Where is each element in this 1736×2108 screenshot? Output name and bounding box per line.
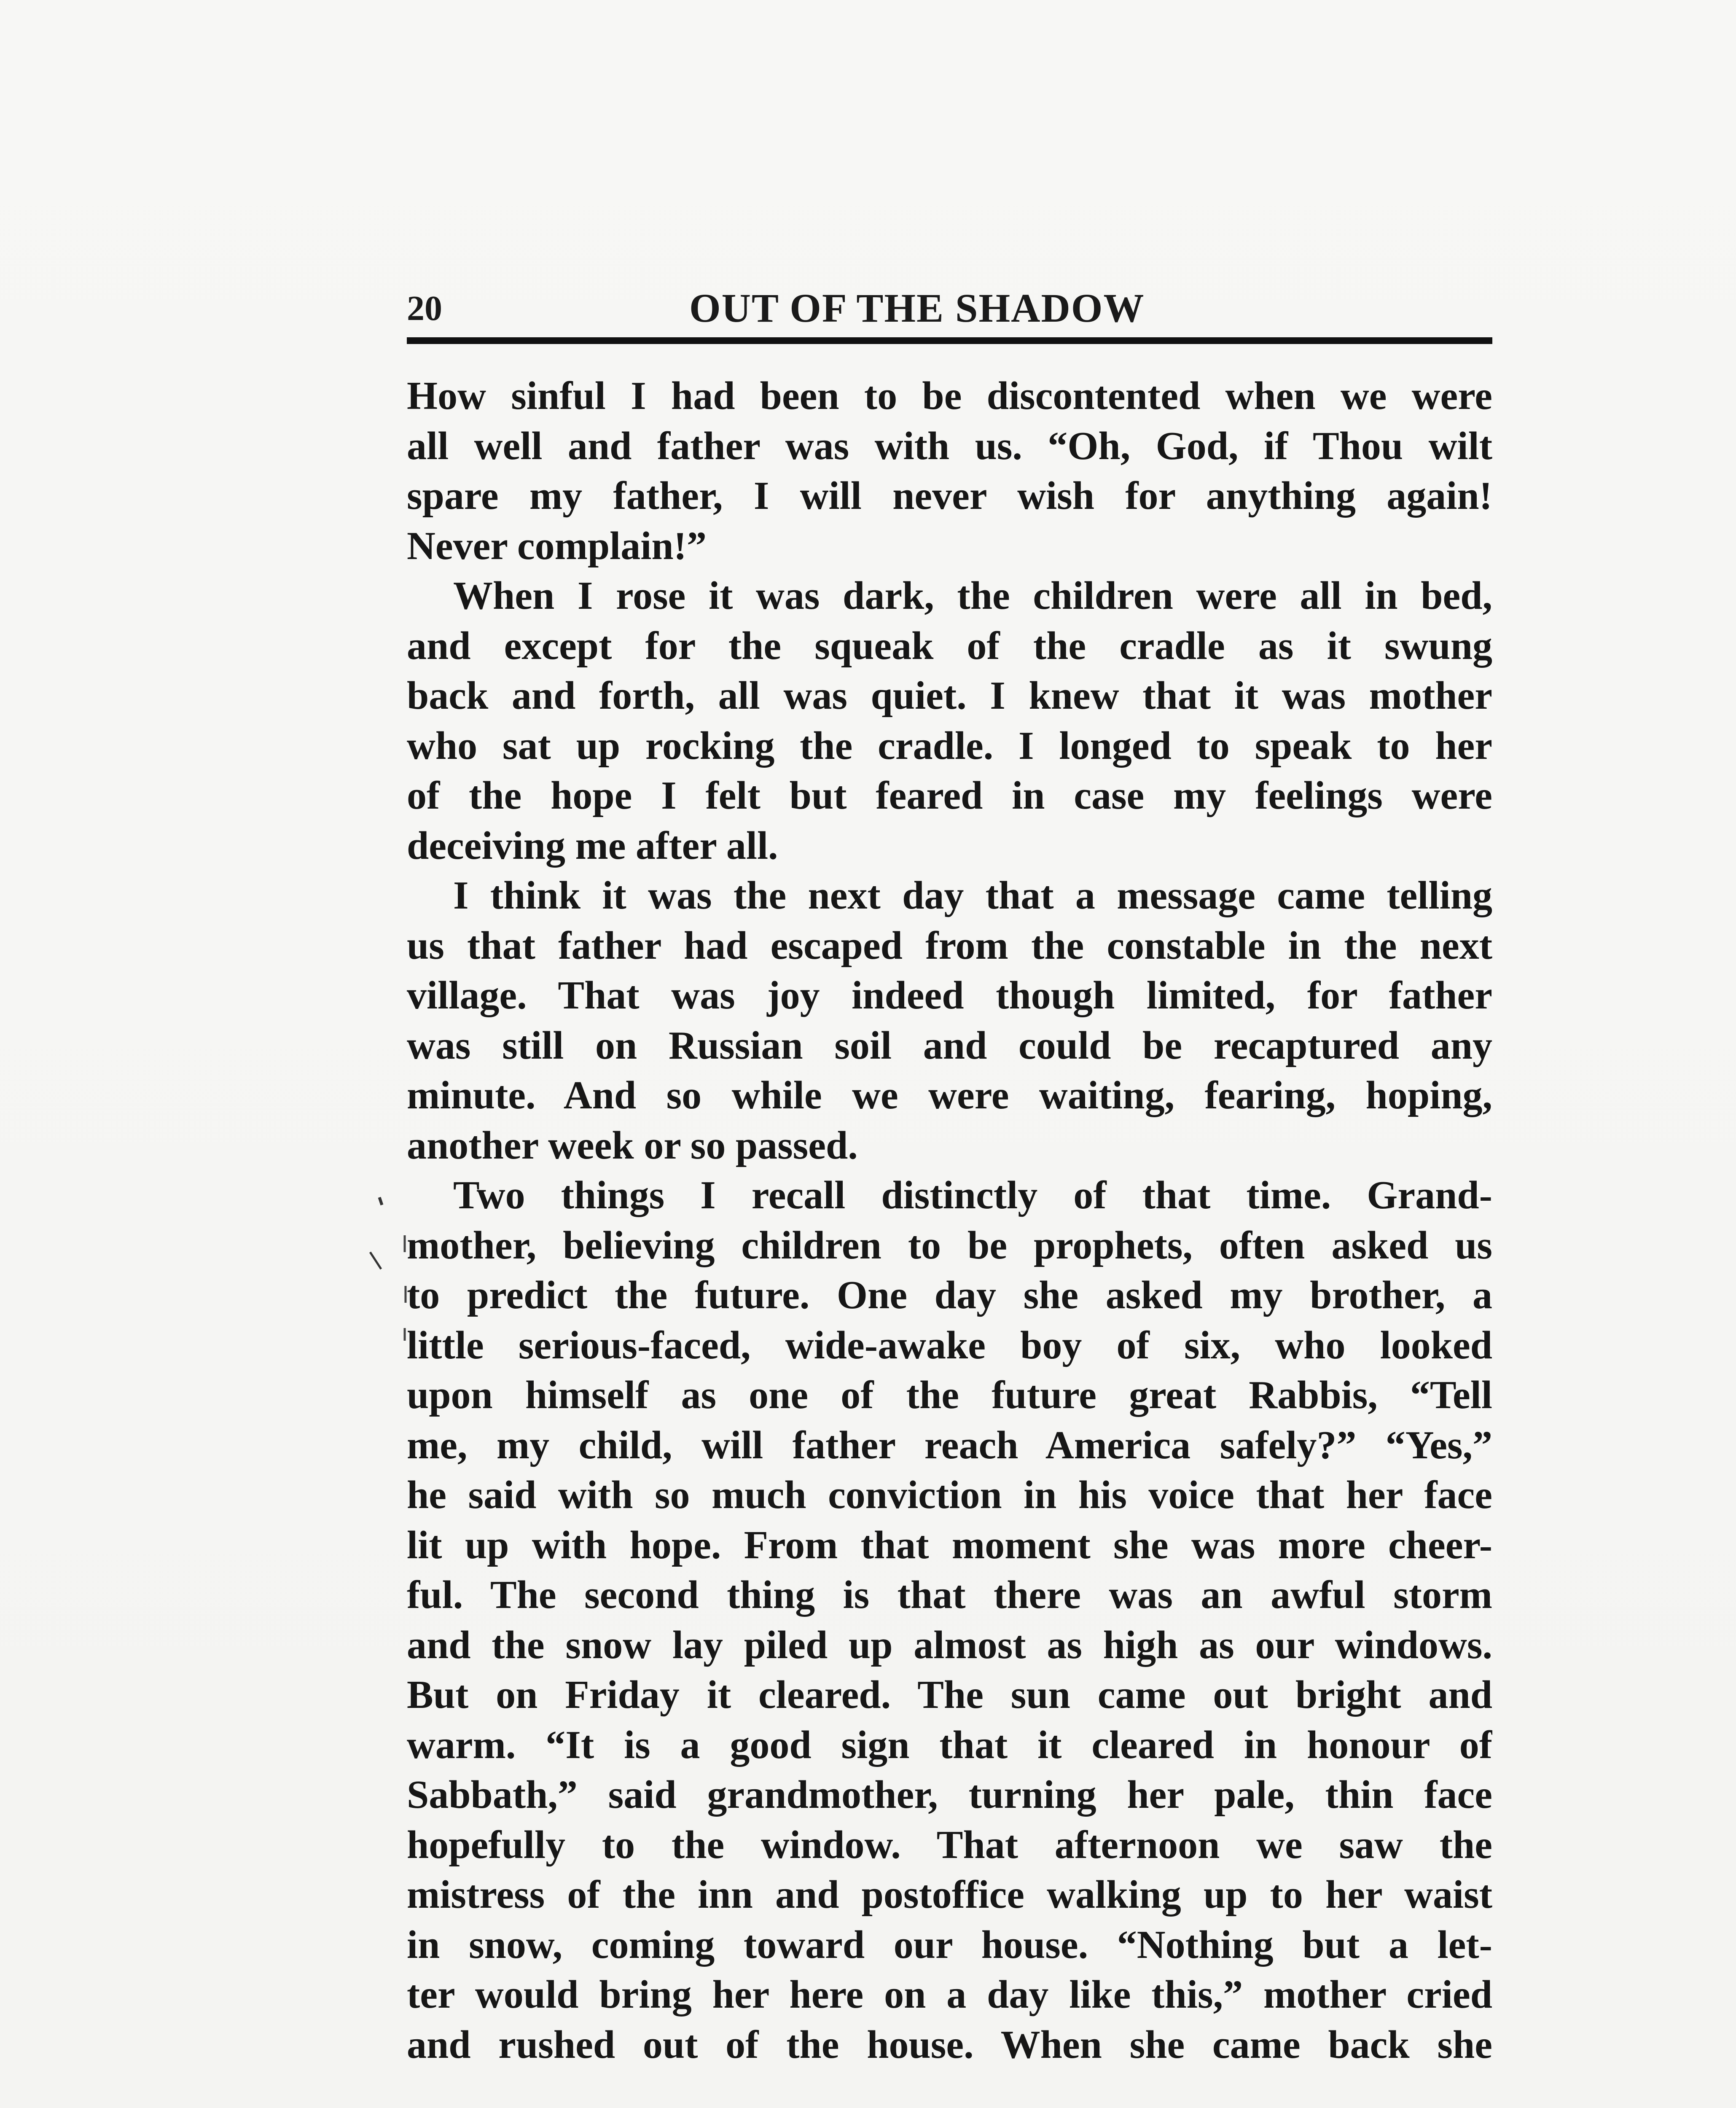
text-line: us that father had escaped from the constable in the next: [407, 923, 1492, 968]
text-line: and rushed out of the house. When she came back she: [407, 2022, 1492, 2067]
text-line: and except for the squeak of the cradle as it swung: [407, 624, 1492, 668]
text-line: How sinful I had been to be discontented when we were: [407, 374, 1492, 418]
text-line: in snow, coming toward our house. “Nothing but a let-: [407, 1922, 1492, 1967]
text-line: ful. The second thing is that there was an awful storm: [407, 1573, 1492, 1617]
pencil-margin-mark: [363, 1189, 409, 1358]
text-line: to predict the future. One day she asked my brother, a: [407, 1273, 1492, 1317]
text-line: and the snow lay piled up almost as high as our windows.: [407, 1623, 1492, 1667]
text-line: upon himself as one of the future great Rabbis, “Tell: [407, 1373, 1492, 1417]
text-line: hopefully to the window. That afternoon we saw the: [407, 1823, 1492, 1867]
text-line: warm. “It is a good sign that it cleared in honour of: [407, 1723, 1492, 1767]
text-line: Sabbath,” said grandmother, turning her pale, thin face: [407, 1773, 1492, 1817]
text-line: of the hope I felt but feared in case my feelings were: [407, 774, 1492, 817]
text-line: deceiving me after all.: [407, 823, 778, 868]
text-line: ter would bring her here on a day like this,” mother cried: [407, 1973, 1492, 2017]
text-line: Never complain!”: [407, 524, 707, 568]
text-line: mother, believing children to be prophets, often asked us: [407, 1223, 1492, 1267]
text-line: he said with so much conviction in his voice that her face: [407, 1473, 1492, 1517]
page-header: [407, 274, 1492, 337]
text-line: back and forth, all was quiet. I knew that it was mother: [407, 674, 1492, 718]
text-line: When I rose it was dark, the children were all in bed,: [453, 574, 1492, 618]
text-line: another week or so passed.: [407, 1123, 858, 1167]
text-line: who sat up rocking the cradle. I longed to speak to her: [407, 723, 1492, 768]
text-line: I think it was the next day that a message came telling: [453, 874, 1492, 917]
page-number: 20: [407, 289, 442, 328]
text-line: Two things I recall distinctly of that time. Grand-: [453, 1173, 1492, 1217]
text-line: little serious-faced, wide-awake boy of six, who looked: [407, 1323, 1492, 1367]
text-line: all well and father was with us. “Oh, God, if Thou wilt: [407, 424, 1492, 468]
text-line: But on Friday it cleared. The sun came out bright and: [407, 1673, 1492, 1717]
header-rule: [407, 337, 1492, 344]
running-title: OUT OF THE SHADOW: [689, 285, 1145, 331]
text-line: was still on Russian soil and could be recaptured any: [407, 1023, 1492, 1067]
text-line: mistress of the inn and postoffice walking up to her waist: [407, 1873, 1492, 1917]
text-line: village. That was joy indeed though limited, for father: [407, 973, 1492, 1017]
text-line: minute. And so while we were waiting, fearing, hoping,: [407, 1073, 1492, 1117]
text-line: spare my father, I will never wish for anything again!: [407, 474, 1492, 518]
text-line: me, my child, will father reach America safely?” “Yes,”: [407, 1423, 1492, 1467]
body-text: [407, 371, 1492, 2070]
text-line: lit up with hope. From that moment she was more cheer-: [407, 1523, 1492, 1567]
